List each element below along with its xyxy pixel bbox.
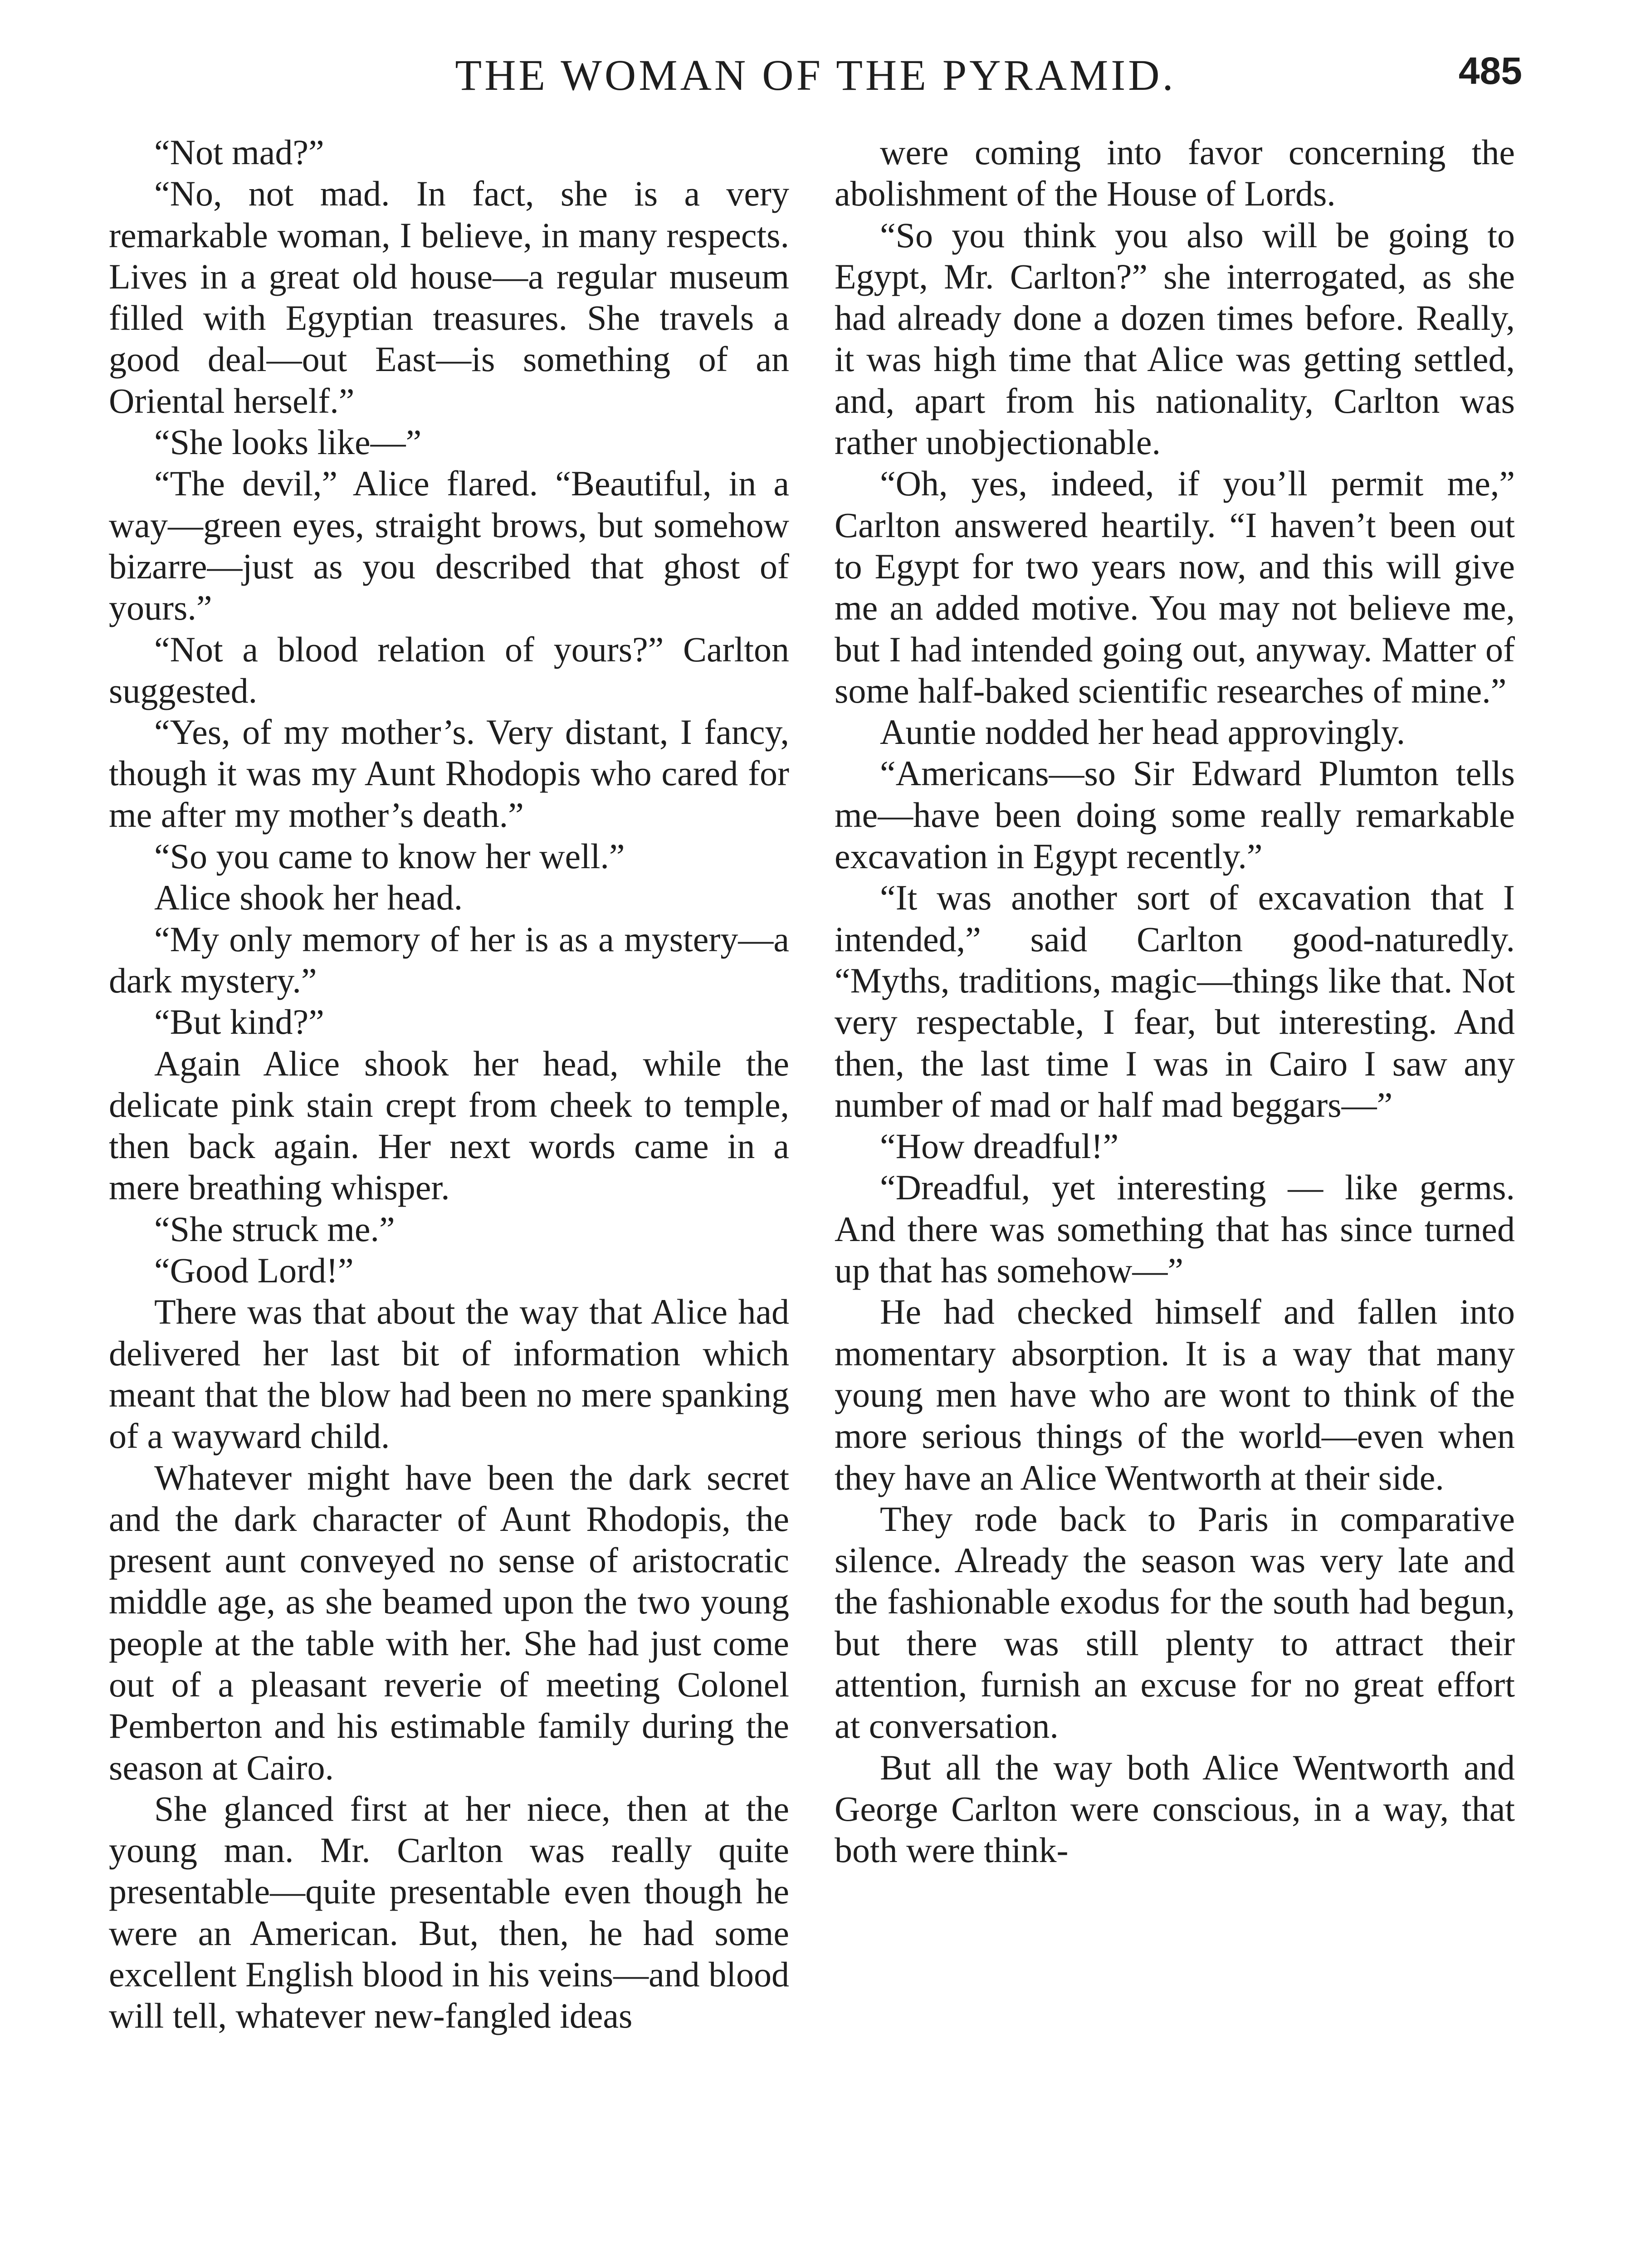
paragraph: “She looks like—” (154, 422, 422, 462)
running-title: THE WOMAN OF THE PYRAMID. (455, 50, 1176, 99)
paragraph: “So you came to know her well.” (154, 836, 625, 876)
paragraph: She glanced first at her niece, then at the young man. Mr. Carlton was really quite presentable—quite presentable even though he were an American. But, then, he had some excellent English blood in his veins—and blood will tell, whatever new-fangled ideas (109, 1789, 789, 2036)
paragraph: They rode back to Paris in comparative silence. Already the season was very late and the fashionable exodus for the south had begun, but there was still plenty to attract their attention, furnish an excuse for no great effort at conversation. (835, 1499, 1515, 1746)
paragraph: “She struck me.” (154, 1209, 395, 1249)
paragraph: “Americans—so Sir Edward Plumton tells me—have been doing some really remarkable excavation in Egypt recently.” (835, 753, 1515, 876)
paragraph: “But kind?” (154, 1002, 324, 1042)
paragraph: were coming into favor concerning the abolishment of the House of Lords. (835, 132, 1515, 214)
paragraph: “Dreadful, yet interesting — like germs. And there was something that has since turned up that has somehow—” (835, 1168, 1515, 1290)
page-number: 485 (1458, 49, 1522, 92)
paragraph: “My only memory of her is as a mystery—a dark mystery.” (109, 919, 789, 1000)
paragraph: “How dreadful!” (880, 1126, 1119, 1166)
paragraph: Alice shook her head. (154, 878, 463, 918)
paragraph: Again Alice shook her head, while the delicate pink stain crept from cheek to temple, then back again. Her next words came in a mere breathing whisper. (109, 1043, 789, 1207)
left-column (109, 132, 789, 2268)
paragraph: “The devil,” Alice flared. “Beautiful, in a way—green eyes, straight brows, but somehow bizarre—just as you described that ghost of yours.” (109, 464, 789, 628)
paragraph: “Not mad?” (154, 132, 324, 172)
paragraph: “Yes, of my mother’s. Very distant, I fancy, though it was my Aunt Rhodopis who cared for me after my mother’s death.” (109, 712, 789, 835)
paragraph: He had checked himself and fallen into momentary absorption. It is a way that many young men have who are wont to think of the more serious things of the world—even when they have an Alice Wentworth at their side. (835, 1292, 1515, 1497)
paragraph: But all the way both Alice Wentworth and George Carlton were conscious, in a way, that both were think- (835, 1747, 1515, 1870)
paragraph: Whatever might have been the dark secret and the dark character of Aunt Rhodopis, the present aunt conveyed no sense of aristocratic middle age, as she beamed upon the two young people at the table with her. She had just come out of a pleasant reverie of meeting Colonel Pemberton and his estimable family during the season at Cairo. (109, 1457, 789, 1787)
paragraph: “So you think you also will be going to Egypt, Mr. Carlton?” she interrogated, as she had already done a dozen times before. Really, it was high time that Alice was getting settled, and, apart from his nationality, Carlton was rather unobjectionable. (835, 215, 1515, 462)
right-column (835, 132, 1515, 2268)
paragraph: “No, not mad. In fact, she is a very remarkable woman, I believe, in many respects. Lives in a great old house—a regular museum filled with Egyptian treasures. She travels a good deal—out East—is something of an Oriental herself.” (109, 174, 789, 420)
paragraph: There was that about the way that Alice had delivered her last bit of information which meant that the blow had been no mere spanking of a wayward child. (109, 1292, 789, 1456)
paragraph: “It was another sort of excavation that I intended,” said Carlton good-naturedly. “Myths, traditions, magic—things like that. Not very respectable, I fear, but interesting. And then, the last time I was in Cairo I saw any number of mad or half mad beggars—” (835, 878, 1515, 1124)
paragraph: “Good Lord!” (154, 1251, 354, 1290)
paragraph: “Oh, yes, indeed, if you’ll permit me,” Carlton answered heartily. “I haven’t been out to Egypt for two years now, and this will give me an added motive. You may not believe me, but I had intended going out, anyway. Matter of some half-baked scientific researches of mine.” (835, 464, 1515, 710)
page-header (109, 45, 1522, 104)
paragraph: “Not a blood relation of yours?” Carlton suggested. (109, 629, 789, 710)
text-columns (109, 132, 1524, 2268)
paragraph: Auntie nodded her head approvingly. (880, 712, 1406, 752)
